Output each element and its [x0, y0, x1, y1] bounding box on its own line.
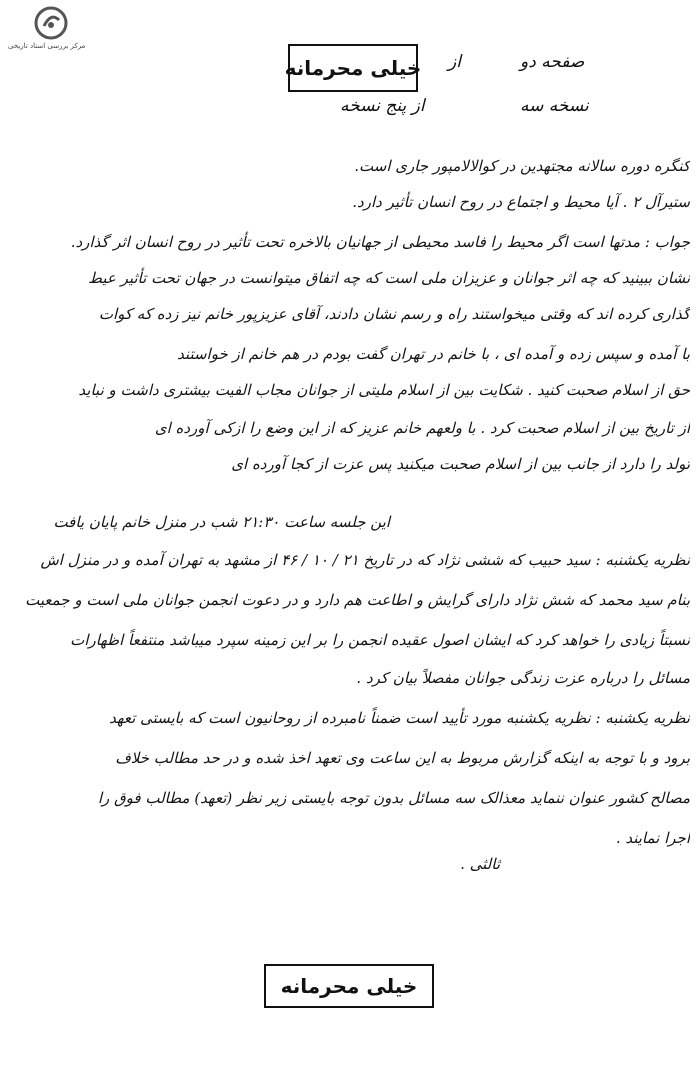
body-line: مسائل را درباره عزت زندگی جوانان مفصلاً بیان کرد . [356, 669, 690, 687]
body-line: مصالح کشور عنوان ننماید معذالک سه مسائل بدون توجه بایستی زیر نظر (تعهد) مطالب فوق را [97, 789, 690, 807]
body-line: با آمده و سپس زده و آمده ای ، با خانم در تهران گفت بودم در هم خانم از خواستند [177, 345, 690, 363]
archive-logo-icon [34, 6, 68, 40]
body-line: حق از اسلام صحبت کنید . شکایت بین از اسلام ملیتی از جوانان مجاب الفیت بیشتری داشت و نباید [78, 381, 690, 399]
page-label: صفحه دو [520, 52, 585, 72]
classification-stamp-bottom-text: خیلی محرمانه [280, 974, 418, 998]
body-line: این جلسه ساعت ۲۱:۳۰ شب در منزل خانم پایان یافت [53, 513, 390, 531]
signature: ثالثی . [460, 855, 500, 873]
body-line: نشان ببینید که چه اثر جوانان و عزیزان ملی است که چه اتفاق میتوانست در جهان تحت تأثیر عیط [88, 269, 690, 287]
body-line: گذاری کرده اند که وقتی میخواستند راه و رسم نشان دادند، آقای عزیزپور خانم نیز زده که کوات [98, 305, 690, 323]
page-from: از [448, 52, 461, 72]
body-line: بنام سید محمد که شش نژاد دارای گرایش و اطاعت هم دارد و در دعوت انجمن جوانان ملی است و جمعیت [25, 591, 690, 609]
body-line: نسبتاً زیادی را خواهد کرد که ایشان اصول عقیده انجمن را بر این زمینه سپرد میباشد منتفعاً اظهارات [70, 631, 690, 649]
classification-stamp-bottom [264, 964, 434, 1008]
letter-body [10, 148, 690, 888]
archive-watermark [8, 6, 128, 54]
copy-from: از پنج نسخه [340, 96, 425, 116]
body-line: تولد را دارد از جانب بین از اسلام صحبت میکنید پس عزت از کجا آورده ای [231, 455, 690, 473]
body-line: نظریه یکشنبه : سید حبیب که ششی نژاد که در تاریخ ۲۱ / ۱۰ / ۴۶ از مشهد به تهران آمده و در منزل اش [40, 551, 690, 569]
copy-label: نسخه سه [520, 96, 589, 116]
body-line: نظریه یکشنبه : نظریه یکشنبه مورد تأیید است ضمناً نامبرده از روحانیون است که بایستی تعهد [109, 709, 690, 727]
body-line: برود و با توجه به اینکه گزارش مربوط به این ساعت وی تعهد اخذ شده و در حد مطالب خلاف [115, 749, 690, 767]
classification-stamp-top [284, 44, 422, 92]
body-line: جواب : مدتها است اگر محیط را فاسد محیطی از جهانیان بالاخره تحت تأثیر در روح انسان اثر گذارد. [70, 233, 690, 251]
body-line: کنگره دوره سالانه مجتهدین در کوالالامپور جاری است. [354, 157, 690, 175]
classification-stamp-top-text: خیلی محرمانه [284, 56, 422, 80]
watermark-text: مرکز بررسی اسناد تاریخی [8, 42, 86, 50]
body-line: از تاریخ بین از اسلام صحبت کرد . با ولعهم خانم عزیز که از این وضع را ازکی آورده ای [154, 419, 690, 437]
body-line: ستیرآل ۲ . آیا محیط و اجتماع در روح انسان تأثیر دارد. [352, 193, 690, 211]
body-line: اجرا نمایند . [615, 829, 690, 847]
